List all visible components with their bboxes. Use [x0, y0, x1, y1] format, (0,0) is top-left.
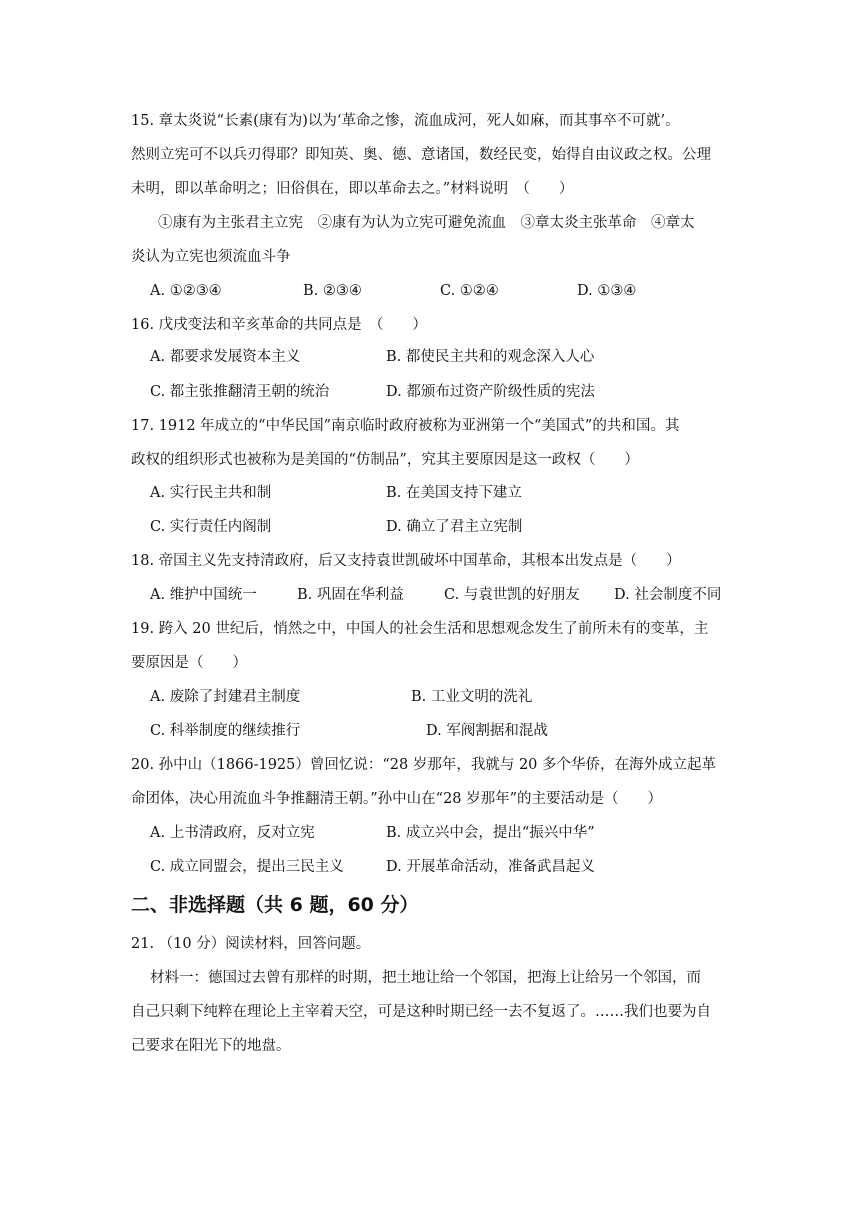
q17-option-d: D. 确立了君主立宪制	[386, 519, 523, 535]
q16-option-a: A. 都要求发展资本主义	[150, 349, 301, 365]
q17-stem-line2: 政权的组织形式也被称为是美国的“仿制品”，究其主要原因是这一政权（ ）	[131, 452, 639, 468]
q19-option-d: D. 军阀割据和混战	[426, 723, 548, 739]
q20-option-b: B. 成立兴中会，提出“振兴中华”	[386, 825, 595, 841]
q21-stem: 21. （10 分）阅读材料，回答问题。	[131, 936, 371, 952]
q18-option-a: A. 维护中国统一	[150, 587, 257, 603]
q20-option-c: C. 成立同盟会，提出三民主义	[150, 859, 344, 875]
q18-option-c: C. 与袁世凯的好朋友	[444, 587, 580, 603]
q15-option-d: D. ①③④	[577, 283, 637, 299]
q20-stem-line1: 20. 孙中山（1866-1925）曾回忆说：“28 岁那年，我就与 20 多个华侨，在海外成立起革	[131, 757, 717, 773]
section-heading: 二、非选择题（共 6 题，60 分）	[131, 894, 419, 916]
q17-option-b: B. 在美国支持下建立	[386, 485, 522, 501]
q18-stem: 18. 帝国主义先支持清政府，后又支持袁世凯破坏中国革命，其根本出发点是（ ）	[131, 553, 681, 569]
q18-option-b: B. 巩固在华利益	[297, 587, 404, 603]
q15-stem-line1: 15. 章太炎说“长素(康有为)以为‘革命之惨，流血成河，死人如麻，而其事卒不可就’。	[131, 113, 680, 129]
q19-option-b: B. 工业文明的洗礼	[411, 689, 533, 705]
q15-stem-line2: 然则立宪可不以兵刃得耶？即知英、奥、德、意诸国，数经民变，始得自由议政之权。公理	[131, 147, 711, 163]
q17-option-c: C. 实行责任内阁制	[150, 519, 272, 535]
q15-items-line2: 炎认为立宪也须流血斗争	[131, 249, 291, 265]
q15-option-c: C. ①②④	[440, 283, 499, 299]
q16-option-b: B. 都使民主共和的观念深入人心	[386, 349, 595, 365]
q19-option-a: A. 废除了封建君主制度	[150, 689, 301, 705]
q16-option-d: D. 都颁布过资产阶级性质的宪法	[386, 384, 595, 400]
q17-stem-line1: 17. 1912 年成立的“中华民国”南京临时政府被称为亚洲第一个“美国式”的共和国。其	[131, 418, 680, 434]
q15-option-b: B. ②③④	[303, 283, 362, 299]
q16-stem: 16. 戊戌变法和辛亥革命的共同点是 （ ）	[131, 317, 427, 333]
q19-stem-line2: 要原因是（ ）	[131, 655, 247, 671]
q19-option-c: C. 科举制度的继续推行	[150, 723, 301, 739]
q17-option-a: A. 实行民主共和制	[150, 485, 272, 501]
q20-option-a: A. 上书清政府，反对立宪	[150, 825, 315, 841]
q18-option-d: D. 社会制度不同	[614, 587, 722, 603]
q19-stem-line1: 19. 跨入 20 世纪后，悄然之中，中国人的社会生活和思想观念发生了前所未有的变革，主	[131, 621, 709, 637]
q21-material1-line2: 自己只剩下纯粹在理论上主宰着天空，可是这种时期已经一去不复返了。……我们也要为自	[131, 1004, 711, 1020]
q15-stem-line3: 未明，即以革命明之；旧俗俱在，即以革命去之。”材料说明 （ ）	[131, 181, 574, 197]
q16-option-c: C. 都主张推翻清王朝的统治	[150, 384, 330, 400]
q21-material1-line3: 己要求在阳光下的地盘。	[131, 1038, 291, 1054]
q20-stem-line2: 命团体，决心用流血斗争推翻清王朝。”孙中山在“28 岁那年”的主要活动是（ ）	[131, 791, 663, 807]
q21-material1-line1: 材料一：德国过去曾有那样的时期，把土地让给一个邻国，把海上让给另一个邻国，而	[150, 970, 701, 986]
q15-option-a: A. ①②③④	[150, 283, 222, 299]
q20-option-d: D. 开展革命活动，准备武昌起义	[386, 859, 595, 875]
q15-items-line1: ①康有为主张君主立宪 ②康有为认为立宪可避免流血 ③章太炎主张革命 ④章太	[158, 215, 695, 231]
